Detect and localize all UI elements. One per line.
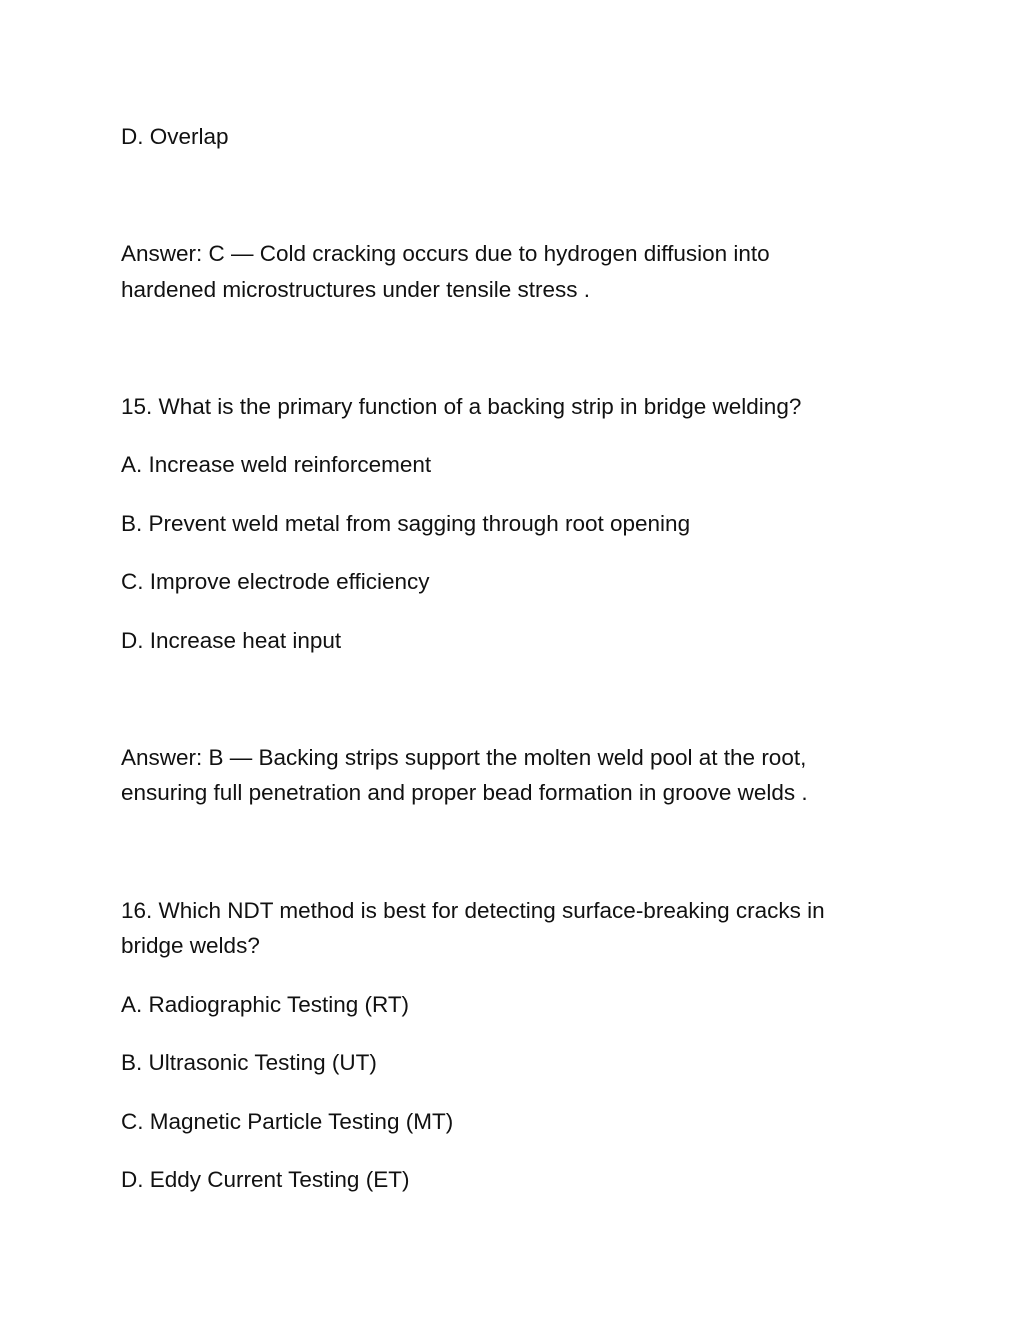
q15-option-d: D. Increase heat input [121, 628, 342, 653]
q15-option-b: B. Prevent weld metal from sagging through root opening [121, 511, 691, 536]
answer-14-line-2: hardened microstructures under tensile stress . [121, 277, 590, 302]
q15-option-c: C. Improve electrode efficiency [121, 569, 430, 594]
question-16-line-1: 16. Which NDT method is best for detecting surface-breaking cracks in [121, 898, 825, 923]
answer-14-line-1: Answer: C — Cold cracking occurs due to hydrogen diffusion into [121, 241, 770, 266]
q15-option-a: A. Increase weld reinforcement [121, 452, 432, 477]
question-15: 15. What is the primary function of a backing strip in bridge welding? [121, 394, 802, 419]
q14-option-d: D. Overlap [121, 124, 229, 149]
question-16-line-2: bridge welds? [121, 933, 260, 958]
answer-15-line-2: ensuring full penetration and proper bead formation in groove welds . [121, 780, 808, 805]
q16-option-a: A. Radiographic Testing (RT) [121, 992, 410, 1017]
q16-option-d: D. Eddy Current Testing (ET) [121, 1167, 410, 1192]
q16-option-c: C. Magnetic Particle Testing (MT) [121, 1109, 454, 1134]
answer-15-line-1: Answer: B — Backing strips support the molten weld pool at the root, [121, 745, 807, 770]
q16-option-b: B. Ultrasonic Testing (UT) [121, 1050, 377, 1075]
